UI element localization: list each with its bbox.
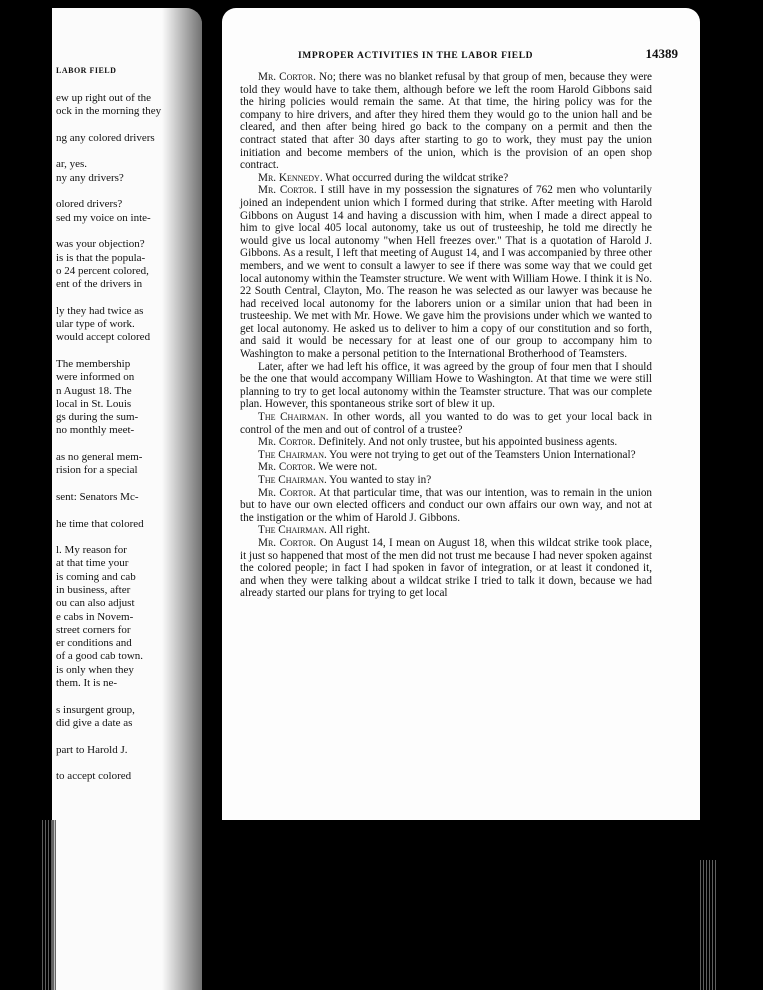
left-text-line: gs during the sum- xyxy=(56,411,139,424)
left-text-line: ly they had twice as xyxy=(56,304,144,317)
speaker-name: Mr. Cortor. xyxy=(258,71,316,83)
left-text-line: would accept colored xyxy=(56,331,151,344)
left-text-line: e cabs in Novem- xyxy=(56,610,134,623)
left-text-line: part to Harold J. xyxy=(56,743,128,756)
paragraph-text: You wanted to stay in? xyxy=(329,474,432,486)
left-text-line: The membership xyxy=(56,357,131,370)
speaker-name: The Chairman. xyxy=(258,448,327,461)
left-text-line: is only when they xyxy=(56,663,134,676)
right-main-page xyxy=(222,8,700,820)
testimony-paragraph xyxy=(240,71,652,172)
speaker-name: The Chairman. xyxy=(258,474,327,486)
left-text-line: no monthly meet- xyxy=(56,424,135,437)
speaker-name: Mr. Cortor. xyxy=(258,184,317,197)
paragraph-text: In other words, all you wanted to do was to get your local back in control of the men and out of control of a trustee? xyxy=(240,411,652,436)
left-text-line: sed my voice on inte- xyxy=(56,211,151,224)
left-text-line: were informed on xyxy=(56,371,135,384)
page-gutter-shadow xyxy=(162,8,202,990)
paragraph-text: All right. xyxy=(328,524,370,537)
testimony-paragraph xyxy=(240,411,652,436)
left-text-line: ent of the drivers in xyxy=(56,278,143,291)
body-text xyxy=(240,71,652,600)
testimony-paragraph xyxy=(240,361,652,411)
paragraph-text: I still have in my possession the signatures of 762 men who voluntarily joined an independent union which I formed during that strike. After meeting with Harold Gibbons on August 14 and having a discussion with him, when I made a direct appeal to him to give local 405 local autonomy, take us out of trusteeship, he told me directly he would give us local autonomy "when Hell freezes over." That is a quotation of Harold J. Gibbons. As a result, I left that meeting of August 14, and I was accompanied by three other members, and we went to consult a lawyer to see if there was some way that we could get local autonomy within the Teamster structure. We went with William Howe. I think it is No. 22 South Central, Clayton, Mo. The reason he was selected as our lawyer was because he had received local autonomy for the laborers union or a similar union that had been in trusteeship. We met with Mr. Howe. We gave him the provisions under which we wanted to get local autonomy. He asked us to deliver to him a copy of our constitution and so forth, and said it would be necessary for at least one of our group to accompany him to Washington to make a personal petition to the International Brotherhood of Teamsters. xyxy=(240,184,653,361)
left-text-line: ng any colored drivers xyxy=(56,131,155,144)
testimony-paragraph xyxy=(240,172,652,185)
running-head: IMPROPER ACTIVITIES IN THE LABOR FIELD xyxy=(298,51,534,61)
testimony-paragraph xyxy=(240,524,652,537)
left-text-line: er conditions and xyxy=(56,637,132,650)
page-number: 14389 xyxy=(645,46,678,61)
left-text-line: at that time your xyxy=(56,557,129,570)
testimony-paragraph xyxy=(240,487,652,525)
left-text-line: of a good cab town. xyxy=(56,650,144,663)
testimony-paragraph xyxy=(240,474,652,487)
testimony-paragraph xyxy=(240,461,652,474)
paragraph-text: At that particular time, that was our intention, was to remain in the union but to have our own elected officers and conduct our own affairs our own way, and not at the instigation or the whim of Harold J. Gibbons. xyxy=(240,486,653,524)
left-text-line: them. It is ne- xyxy=(56,677,118,690)
paragraph-text: You were not trying to get out of the Teamsters Union International? xyxy=(329,448,636,461)
scan-edge-left xyxy=(42,820,56,990)
left-text-line: ock in the morning they xyxy=(56,105,162,118)
left-facing-page xyxy=(52,8,202,990)
left-text-line: ar, yes. xyxy=(56,158,88,171)
left-text-line: ew up right out of the xyxy=(56,92,152,104)
left-text-line: ny any drivers? xyxy=(56,171,124,184)
speaker-name: Mr. Kennedy. xyxy=(258,171,323,184)
left-text-line: o 24 percent colored, xyxy=(56,264,149,277)
left-text-line: sent: Senators Mc- xyxy=(56,490,139,503)
testimony-paragraph xyxy=(240,436,652,449)
left-text-line: did give a date as xyxy=(56,716,133,729)
left-text-line: was your objection? xyxy=(56,238,145,251)
left-text-line: in business, after xyxy=(56,583,131,596)
testimony-paragraph xyxy=(240,537,652,600)
scan-edge-right xyxy=(700,860,718,990)
left-running-head: LABOR FIELD xyxy=(56,66,117,75)
left-text-line: as no general mem- xyxy=(56,451,143,464)
paragraph-text: Later, after we had left his office, it was agreed by the group of four men that I should be the one that would accompany William Howe to Washington. At that time we were still planning to try to get local autonomy within the Teamster structure. That was our complete plan. However, this spontaneous strike sort of blew it up. xyxy=(240,360,652,411)
page-header xyxy=(298,46,678,62)
left-text-line: is coming and cab xyxy=(56,570,136,583)
left-text-line: ular type of work. xyxy=(56,318,135,331)
paragraph-text: We were not. xyxy=(318,461,378,474)
left-text-line: s insurgent group, xyxy=(56,703,135,716)
left-text-line: olored drivers? xyxy=(56,198,123,211)
left-text-line: l. My reason for xyxy=(56,544,127,557)
left-text-line: street corners for xyxy=(56,623,131,636)
left-text-line: rision for a special xyxy=(56,464,138,477)
paragraph-text: No; there was no blanket refusal by that group of men, because they were told they would have to take them, although before we left the room Harold Gibbons said the hiring policies would remain the same. At that time, the hiring policy was for the company to hire drivers, and after they hired them they would go to the union hall and be cleared, and then after being hired go back to the company on a permit and then the contract stated that after 30 days after starting to go to work, they must pay the union initiation and become members of the union, which is the provision of an open shop contract. xyxy=(240,71,653,172)
left-text-line: n August 18. The xyxy=(56,384,132,397)
speaker-name: The Chairman. xyxy=(258,411,329,424)
left-text-line: is is that the popula- xyxy=(56,251,146,264)
paragraph-text: Definitely. And not only trustee, but his appointed business agents. xyxy=(318,436,618,449)
paragraph-text: On August 14, I mean on August 18, when this wildcat strike took place, it just so happened that most of the men did not trust me because I had never spoken against the colored people; in fact I had spoken in favor of integration, or at least it condoned it, and when they were talking about a wildcat strike I tried to talk it down, because we had already started our plans for trying to get local xyxy=(240,536,653,600)
testimony-paragraph xyxy=(240,184,652,360)
speaker-name: Mr. Cortor. xyxy=(258,461,316,474)
left-text-line: ou can also adjust xyxy=(56,597,135,610)
left-text-line: he time that colored xyxy=(56,517,144,530)
speaker-name: The Chairman. xyxy=(258,524,327,537)
speaker-name: Mr. Cortor. xyxy=(258,436,316,449)
left-text-line: to accept colored xyxy=(56,770,132,783)
left-text-line: local in St. Louis xyxy=(56,397,132,410)
speaker-name: Mr. Cortor. xyxy=(258,536,317,549)
testimony-paragraph xyxy=(240,449,652,462)
paragraph-text: What occurred during the wildcat strike? xyxy=(325,171,509,184)
speaker-name: Mr. Cortor. xyxy=(258,486,317,499)
